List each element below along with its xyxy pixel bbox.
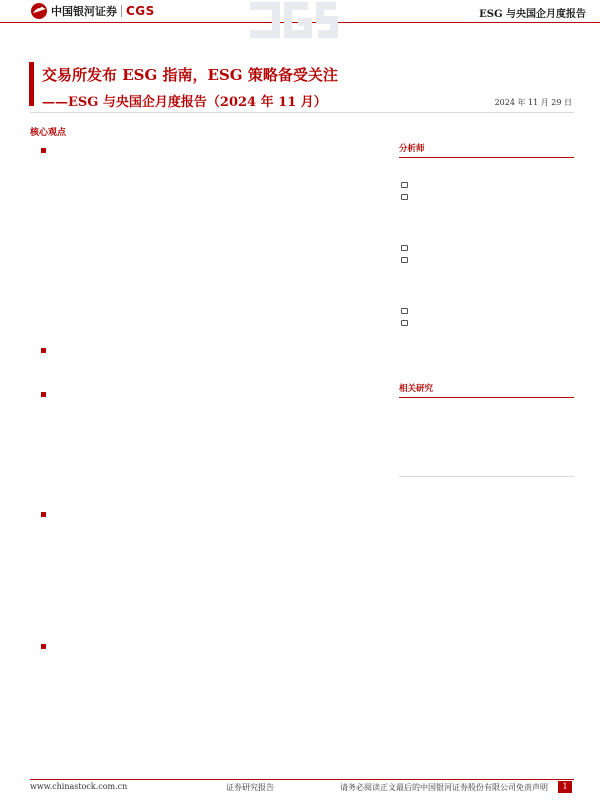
phone-icon bbox=[401, 308, 408, 314]
analyst-section-rule bbox=[399, 157, 574, 158]
brand-logo bbox=[30, 2, 155, 20]
footer-report-type: 证券研究报告 bbox=[226, 783, 274, 792]
analyst-phone bbox=[399, 243, 574, 252]
page-number: 1 bbox=[558, 781, 572, 793]
related-research-item[interactable] bbox=[399, 424, 574, 437]
logo-english-name: CGS bbox=[126, 4, 155, 18]
report-title: 交易所发布 ESG 指南，ESG 策略备受关注 bbox=[42, 66, 338, 84]
analyst-card bbox=[399, 243, 574, 303]
bullet-marker bbox=[41, 392, 46, 397]
related-research-item[interactable] bbox=[399, 463, 574, 476]
mail-icon bbox=[401, 257, 408, 263]
related-research-item[interactable] bbox=[399, 450, 574, 463]
core-views-label: 核心观点 bbox=[30, 128, 67, 138]
title-accent-bar bbox=[29, 62, 34, 106]
related-research-title: 相关研究 bbox=[399, 384, 434, 394]
analyst-email bbox=[399, 192, 574, 201]
header-watermark-graphic bbox=[236, 0, 346, 40]
logo-divider bbox=[121, 5, 122, 17]
bullet-marker bbox=[41, 148, 46, 153]
analyst-email bbox=[399, 318, 574, 327]
footer-website[interactable]: www.chinastock.com.cn bbox=[30, 782, 128, 791]
analyst-phone bbox=[399, 180, 574, 189]
sidebar bbox=[399, 142, 574, 477]
report-series-name: ESG 与央国企月度报告 bbox=[479, 9, 586, 20]
related-research-item[interactable] bbox=[399, 411, 574, 424]
analyst-email bbox=[399, 255, 574, 264]
related-research-item[interactable] bbox=[399, 437, 574, 450]
bullet-marker bbox=[41, 644, 46, 649]
related-research-bottom-rule bbox=[399, 476, 574, 477]
phone-icon bbox=[401, 245, 408, 251]
phone-icon bbox=[401, 182, 408, 188]
logo-chinese-name: 中国银河证券 bbox=[51, 5, 117, 18]
report-date: 2024 年 11 月 29 日 bbox=[494, 98, 572, 107]
related-research-item[interactable] bbox=[399, 398, 574, 411]
analyst-card bbox=[399, 180, 574, 240]
title-divider bbox=[30, 112, 574, 113]
bullet-marker bbox=[41, 348, 46, 353]
mail-icon bbox=[401, 320, 408, 326]
bullet-marker bbox=[41, 512, 46, 517]
footer-disclaimer: 请务必阅读正文最后的中国银河证券股份有限公司免责声明 bbox=[340, 783, 548, 792]
analyst-section-title: 分析师 bbox=[399, 144, 425, 154]
footer-rule bbox=[30, 779, 574, 780]
analyst-card bbox=[399, 306, 574, 366]
analyst-phone bbox=[399, 306, 574, 315]
related-research bbox=[399, 382, 574, 477]
mail-icon bbox=[401, 194, 408, 200]
report-subtitle: ——ESG 与央国企月度报告（2024 年 11 月） bbox=[42, 95, 327, 110]
galaxy-logo-icon bbox=[30, 2, 48, 20]
